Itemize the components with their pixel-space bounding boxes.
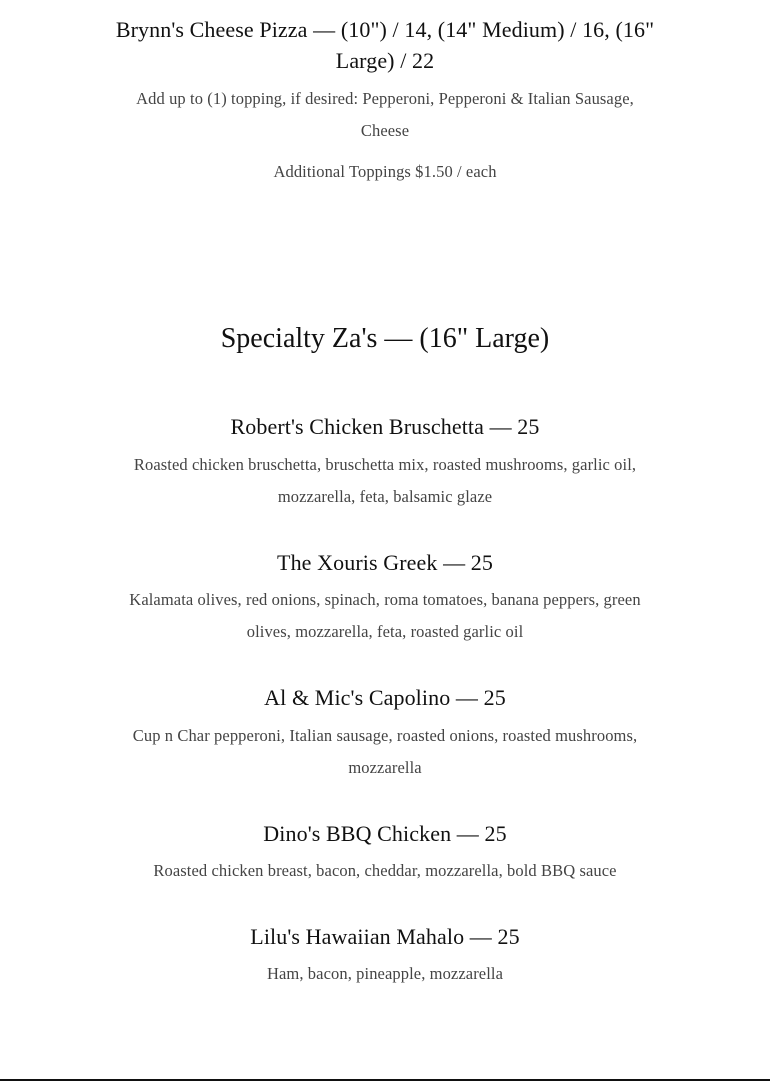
menu-item-capolino <box>0 682 770 784</box>
menu-item-cheese-pizza <box>0 14 770 188</box>
menu-item-description: Roasted chicken breast, bacon, cheddar, mozzarella, bold BBQ sauce <box>153 861 617 880</box>
menu-item-description: Ham, bacon, pineapple, mozzarella <box>266 964 504 983</box>
menu-item-description: Roasted chicken bruschetta, bruschetta mix, roasted mushrooms, garlic oil, mozzarella, feta, balsamic glaze <box>133 455 637 506</box>
menu-item-chicken-bruschetta <box>0 411 770 513</box>
menu-item-description: Kalamata olives, red onions, spinach, roma tomatoes, banana peppers, green olives, mozzarella, feta, roasted garlic oil <box>129 590 641 641</box>
menu-item-bbq-chicken <box>0 818 770 887</box>
menu-item-title: Brynn's Cheese Pizza — (10") / 14, (14" Medium) / 16, (16" Large) / 22 <box>115 17 655 73</box>
menu-item-title: Dino's BBQ Chicken — 25 <box>263 821 507 846</box>
menu-item-xouris-greek <box>0 547 770 648</box>
specialty-section-header <box>0 321 770 357</box>
menu-item-title: Robert's Chicken Bruschetta — 25 <box>230 414 540 439</box>
bottom-divider <box>0 1079 770 1081</box>
menu-item-title: Lilu's Hawaiian Mahalo — 25 <box>250 924 520 949</box>
menu-item-description: Cup n Char pepperoni, Italian sausage, roasted onions, roasted mushrooms, mozzarella <box>132 726 638 777</box>
menu-item-title: The Xouris Greek — 25 <box>277 550 493 575</box>
menu-item-note: Additional Toppings $1.50 / each <box>273 162 497 181</box>
menu-item-title: Al & Mic's Capolino — 25 <box>264 685 506 710</box>
menu-item-hawaiian-mahalo <box>0 921 770 990</box>
menu-item-description: Add up to (1) topping, if desired: Pepperoni, Pepperoni & Italian Sausage, Cheese <box>136 89 634 140</box>
section-title: Specialty Za's — (16" Large) <box>220 323 550 354</box>
